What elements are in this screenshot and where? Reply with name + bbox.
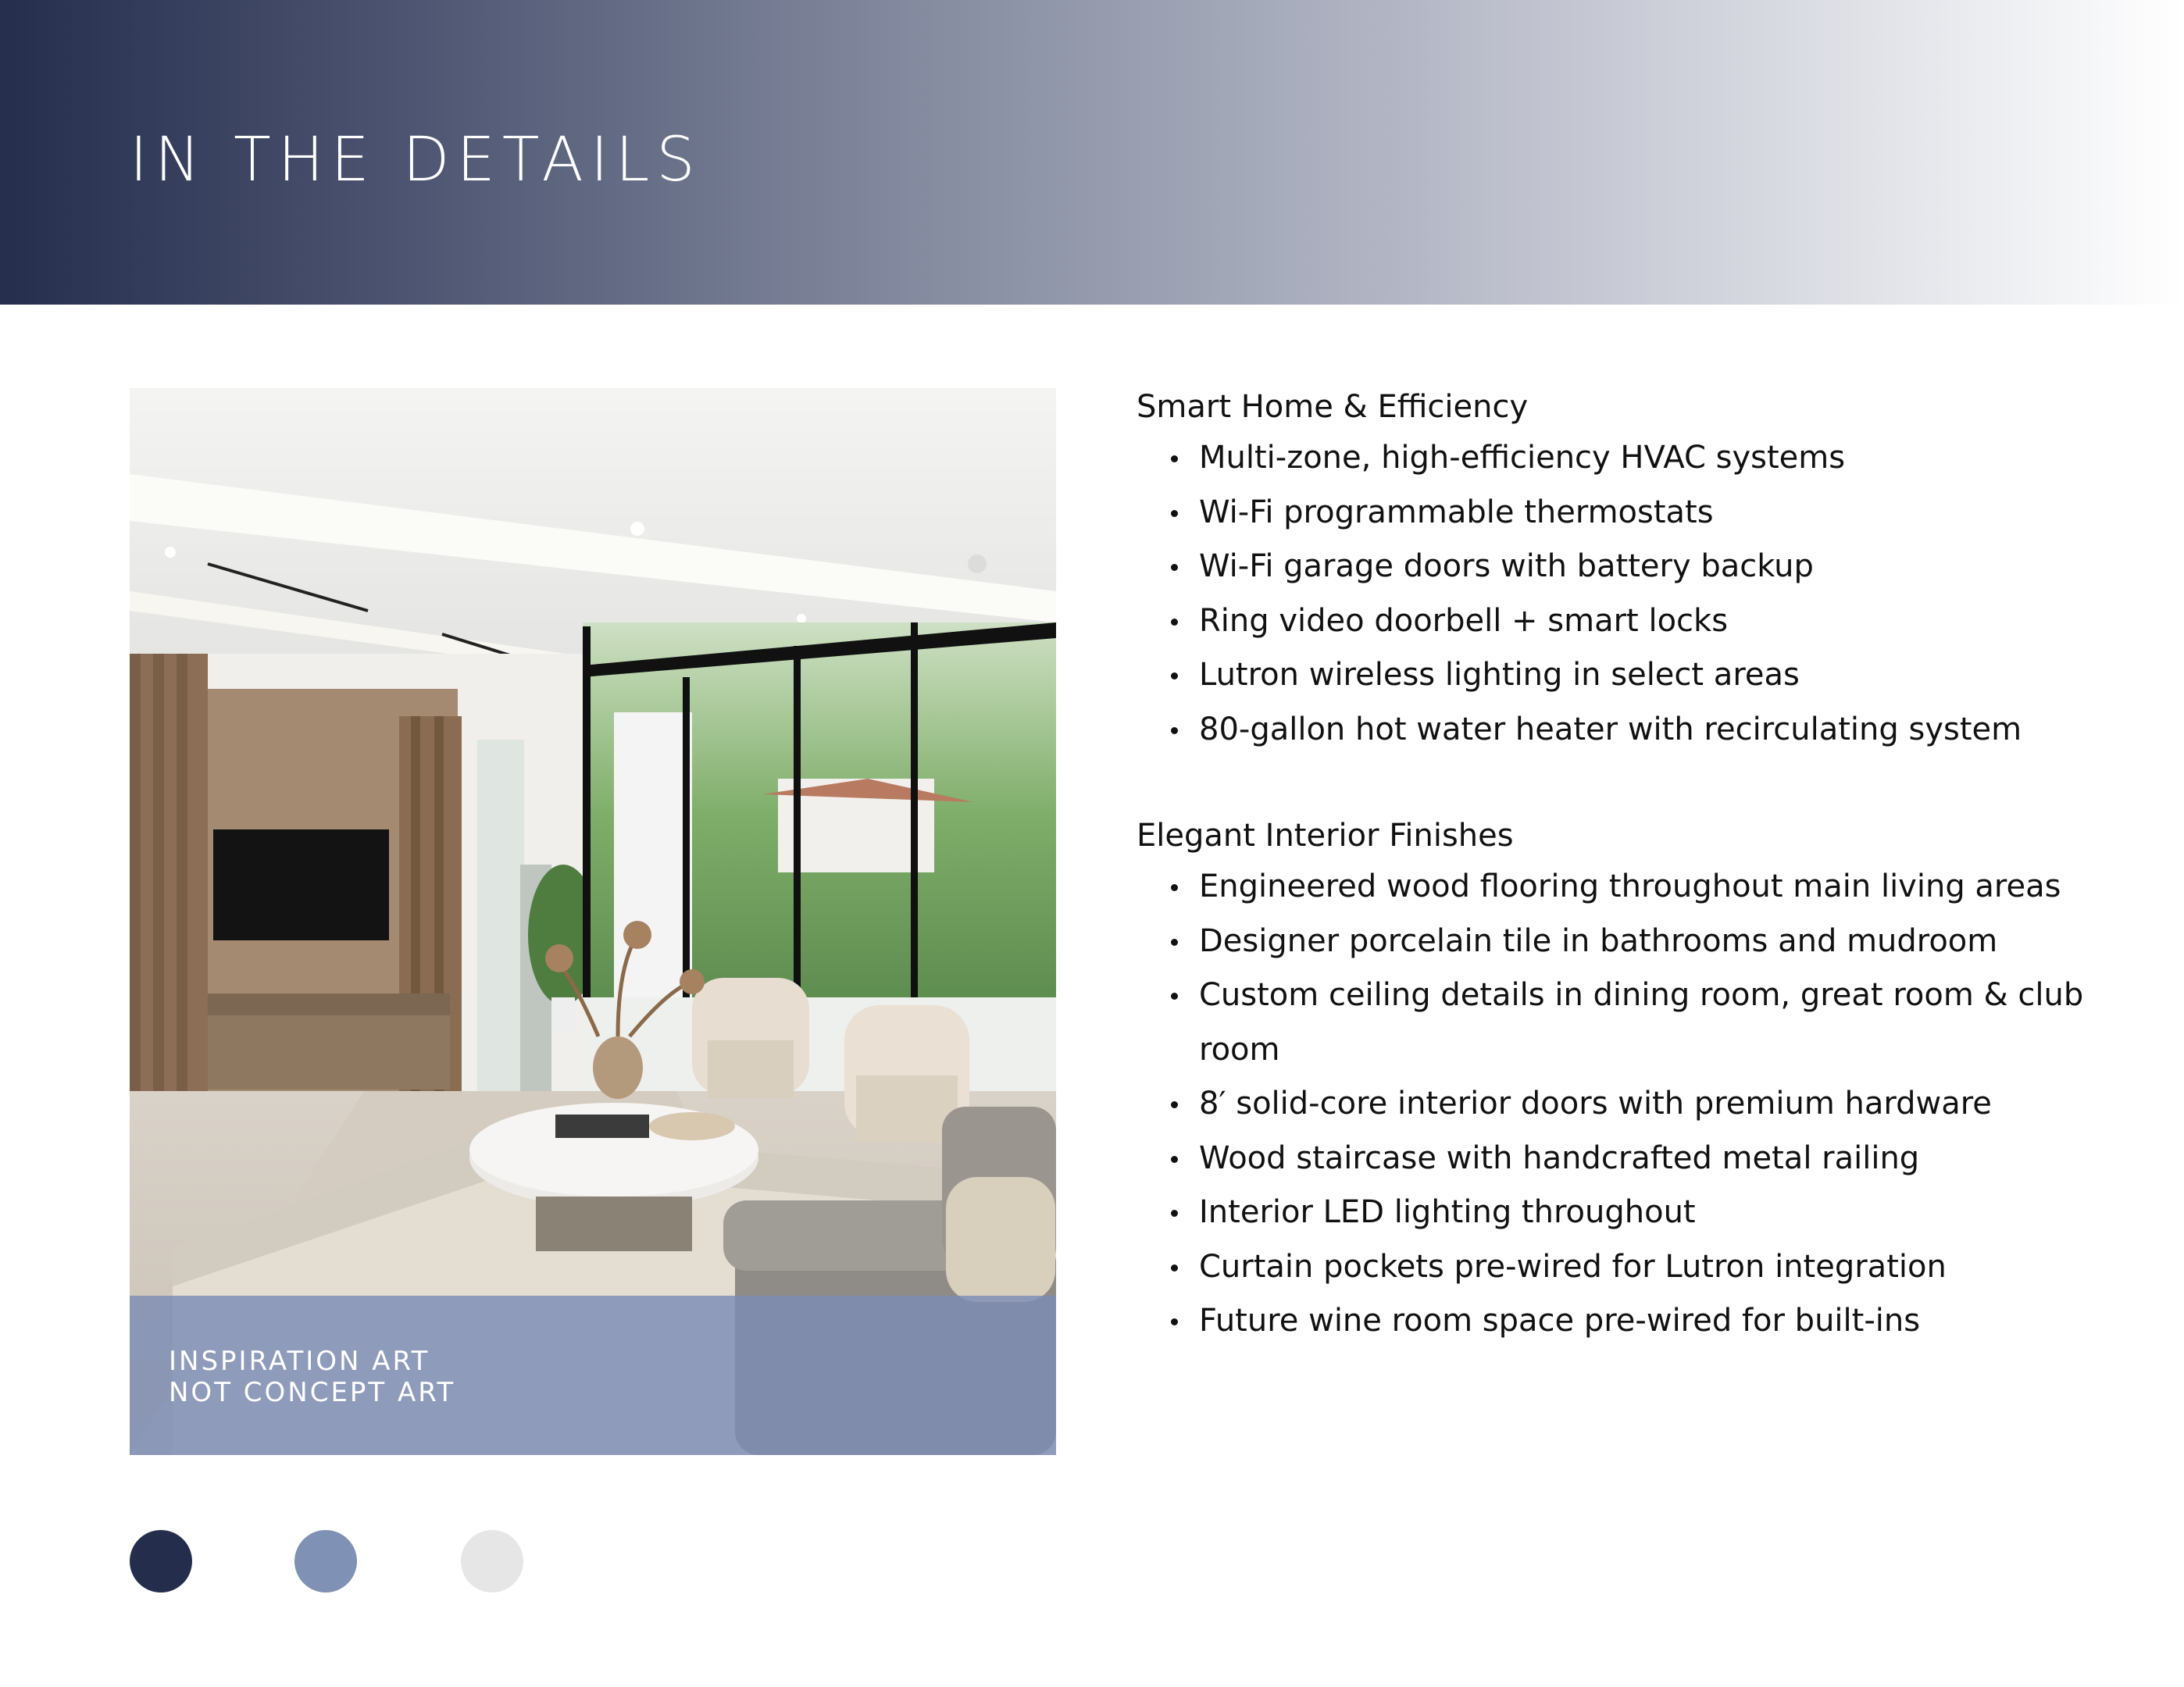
section-heading: Elegant Interior Finishes (1137, 818, 1514, 854)
interior-photo (130, 388, 1056, 1455)
list-item: Wood staircase with handcrafted metal railing (1199, 1132, 2152, 1186)
bullet-list (1137, 860, 2152, 1349)
caption-line-1: INSPIRATION ART (169, 1346, 430, 1377)
list-item: Curtain pockets pre-wired for Lutron integration (1199, 1240, 2152, 1295)
color-swatch-blue (294, 1530, 357, 1592)
list-item: Lutron wireless lighting in select areas (1199, 648, 2152, 703)
photo-caption-overlay (130, 1296, 1056, 1455)
list-item: Custom ceiling details in dining room, great room & club room (1199, 968, 2152, 1077)
photo-caption (169, 1346, 455, 1408)
list-item: 80-gallon hot water heater with recirculating system (1199, 703, 2152, 758)
bullet-list (1137, 431, 2152, 757)
details-column (1137, 383, 2152, 1403)
color-swatch-light-gray (461, 1530, 523, 1592)
list-item: Wi-Fi garage doors with battery backup (1199, 540, 2152, 594)
page-title: IN THE DETAILS (130, 125, 702, 195)
list-item: Designer porcelain tile in bathrooms and mudroom (1199, 915, 2152, 969)
header-banner (0, 0, 2184, 305)
list-item: Engineered wood flooring throughout main living areas (1199, 860, 2152, 915)
list-item: Interior LED lighting throughout (1199, 1186, 2152, 1240)
list-item: Wi-Fi programmable thermostats (1199, 486, 2152, 540)
section-heading: Smart Home & Efficiency (1137, 389, 1529, 425)
list-item: 8′ solid-core interior doors with premium hardware (1199, 1077, 2152, 1132)
section-smart-home (1137, 383, 2152, 757)
color-swatch-navy (130, 1530, 192, 1592)
caption-line-2: NOT CONCEPT ART (169, 1377, 456, 1408)
list-item: Ring video doorbell + smart locks (1199, 594, 2152, 649)
list-item: Future wine room space pre-wired for built-ins (1199, 1294, 2152, 1349)
list-item: Multi-zone, high-efficiency HVAC systems (1199, 431, 2152, 486)
section-interior-finishes (1137, 811, 2152, 1349)
